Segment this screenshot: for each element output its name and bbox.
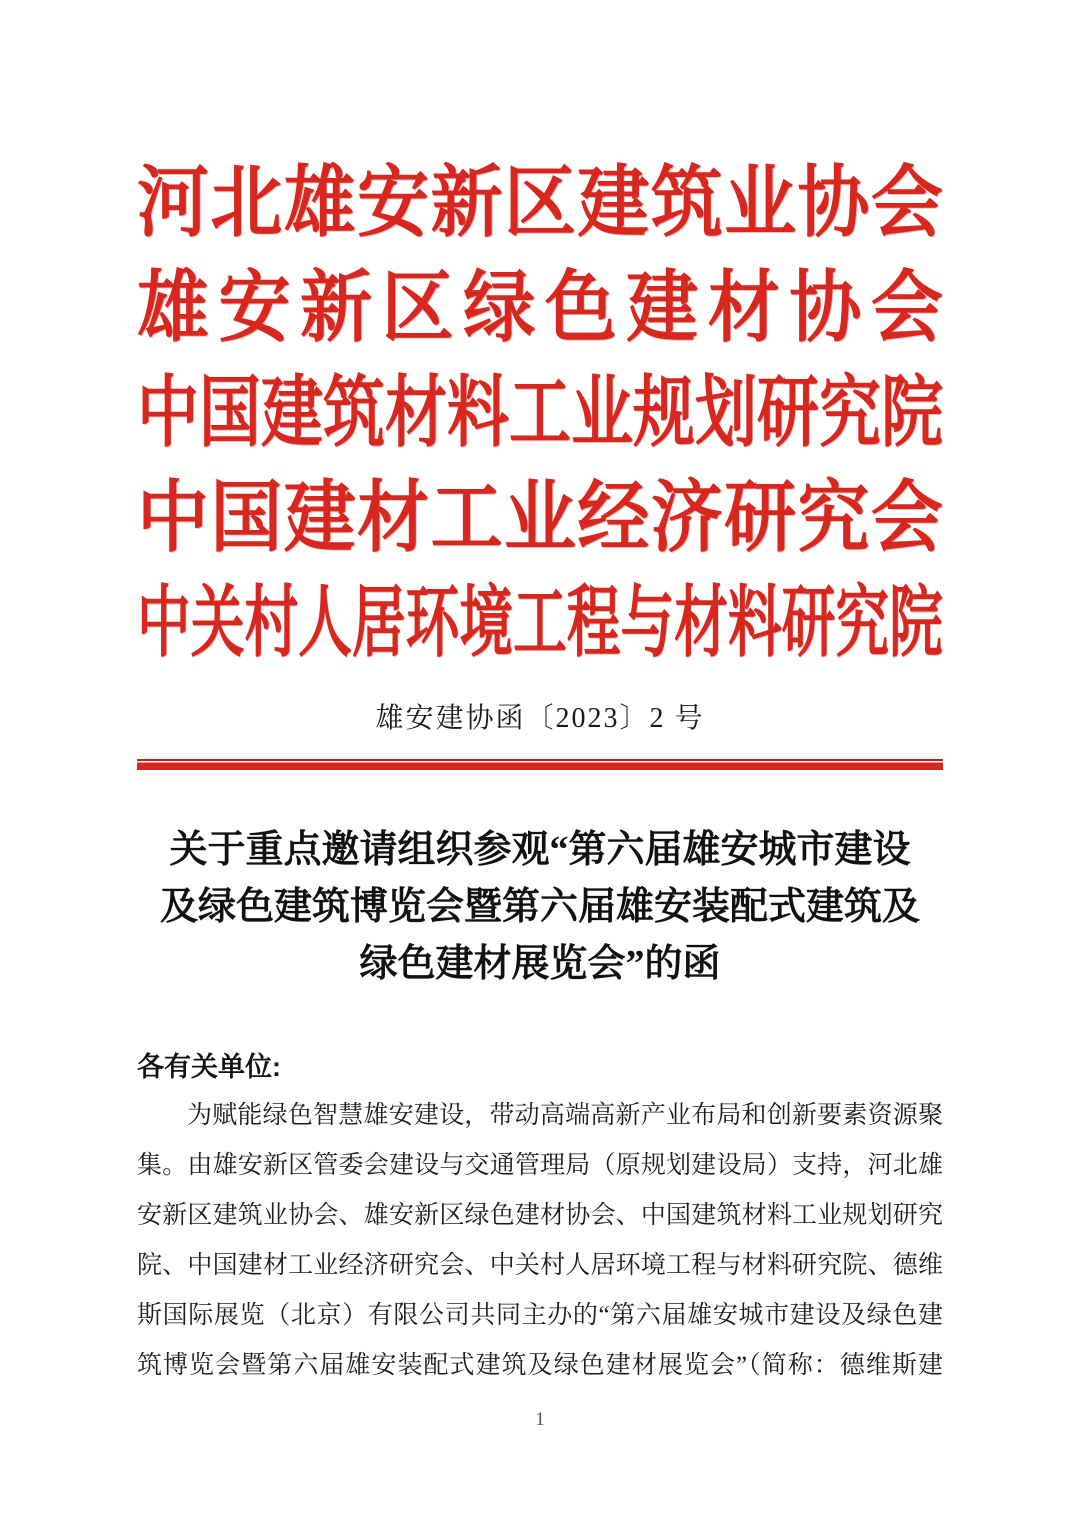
letter-body [137, 1091, 943, 1391]
org-name-line-2: 雄 安 新 区 绿 色 建 材 协 会 [137, 264, 943, 351]
red-divider-line [137, 759, 943, 770]
org-name-line-4: 中 国 建 材 工 业 经 济 研 究 会 [137, 474, 943, 561]
org-name-line-5: 中 关 村 人 居 环 境 工 程 与 材 料 研 究 院 [137, 579, 943, 666]
body-line-4: 院、中国建材工业经济研究会、中关村人居环境工程与材料研究院、德维 [137, 1252, 943, 1279]
letter-title [137, 822, 943, 993]
title-line-3: 绿色建材展览会”的函 [359, 943, 721, 985]
salutation: 各有关单位: [137, 1052, 281, 1082]
org-name-line-1: 河 北 雄 安 新 区 建 筑 业 协 会 [137, 159, 943, 246]
org-name-line-3: 中 国 建 筑 材 料 工 业 规 划 研 究 院 [137, 369, 944, 456]
body-line-1: 为赋能绿色智慧雄安建设，带动高端高新产业布局和创新要素资源聚 [187, 1102, 943, 1129]
page-footer [0, 1407, 1080, 1433]
body-line-3: 安新区建筑业协会、雄安新区绿色建材协会、中国建筑材料工业规划研究 [137, 1202, 943, 1229]
body-line-6: 筑博览会暨第六届雄安装配式建筑及绿色建材展览会”（简称：德维斯建 [137, 1352, 943, 1379]
title-line-2: 及绿色建筑博览会暨第六届雄安装配式建筑及 [159, 886, 920, 928]
page-number: 1 [535, 1409, 545, 1430]
letter-content [0, 822, 1080, 1391]
document-number: 雄安建协函〔2023〕2 号 [375, 703, 705, 734]
body-line-2: 集。由雄安新区管委会建设与交通管理局（原规划建设局）支持，河北雄 [137, 1152, 943, 1179]
title-line-1: 关于重点邀请组织参观“第六届雄安城市建设 [169, 829, 911, 871]
body-line-5: 斯国际展览（北京）有限公司共同主办的“第六届雄安城市建设及绿色建 [137, 1302, 943, 1329]
